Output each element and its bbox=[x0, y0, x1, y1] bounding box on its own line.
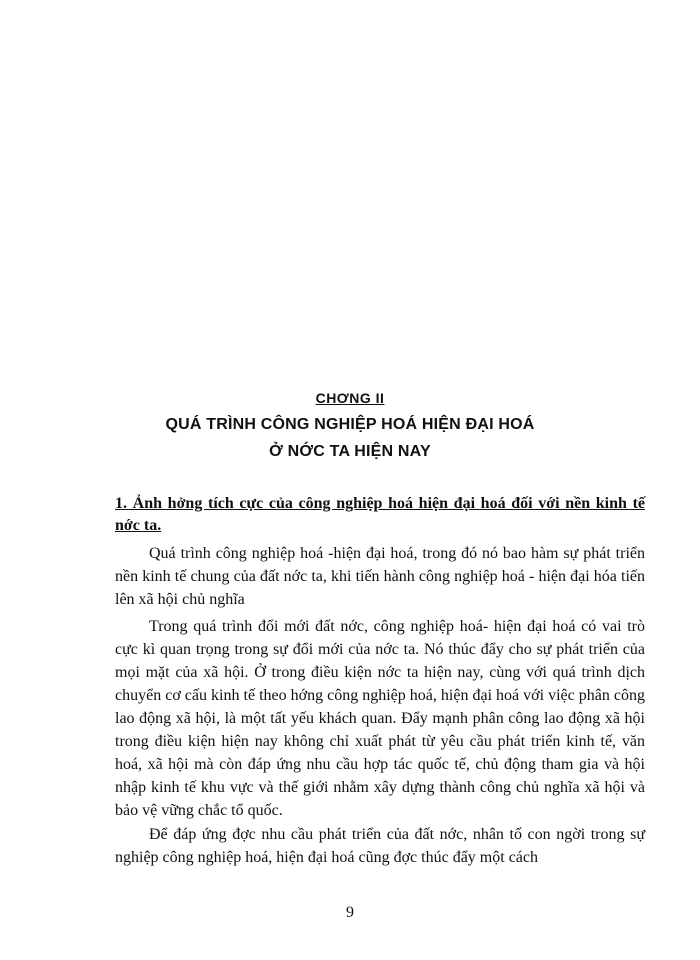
paragraph-3: Để đáp ứng đợc nhu cầu phát triển của đất nớc, nhân tố con ngời trong sự nghiệp công nghiệp hoá, hiện đại hoá cũng đợc thúc đẩy một cách bbox=[115, 826, 645, 866]
page-number: 9 bbox=[346, 904, 354, 921]
chapter-label: CHƠNG II bbox=[315, 390, 385, 406]
section-heading: 1. Ảnh hởng tích cực của công nghiệp hoá hiện đại hoá đối với nền kinh tế nớc ta. bbox=[115, 495, 645, 534]
chapter-title-line-2: Ở NỚC TA HIỆN NAY bbox=[269, 443, 431, 460]
paragraph-2: Trong quá trình đổi mới đất nớc, công nghiệp hoá- hiện đại hoá có vai trò cực kì quan trọng trong sự đổi mới của nớc ta. Nó thúc đẩy cho sự phát triển của mọi mặt của xã hội. Ở trong điều kiện nớc ta hiện nay, cùng với quá trình dịch chuyển cơ cấu kinh tế theo hớng công nghiệp hoá, hiện đại hoá với việc phân công lao động xã hội, là một tất yếu khách quan. Đẩy mạnh phân công lao động xã hội trong điều kiện hiện nay không chỉ xuất phát từ yêu cầu phát triển kinh tế, văn hoá, xã hội mà còn đáp ứng nhu cầu hợp tác quốc tế, chủ động tham gia và hội nhập kinh tế khu vực và thế giới nhằm xây dựng thành công chủ nghĩa xã hội và bảo vệ vững chắc tổ quốc. bbox=[115, 618, 645, 819]
chapter-title-line-1: QUÁ TRÌNH CÔNG NGHIỆP HOÁ HIỆN ĐẠI HOÁ bbox=[165, 416, 535, 433]
paragraph-1: Quá trình công nghiệp hoá -hiện đại hoá, trong đó nó bao hàm sự phát triển nền kinh tế chung của đất nớc ta, khi tiến hành công nghiệp hoá - hiện đại hóa tiến lên xã hội chủ nghĩa bbox=[115, 545, 645, 608]
